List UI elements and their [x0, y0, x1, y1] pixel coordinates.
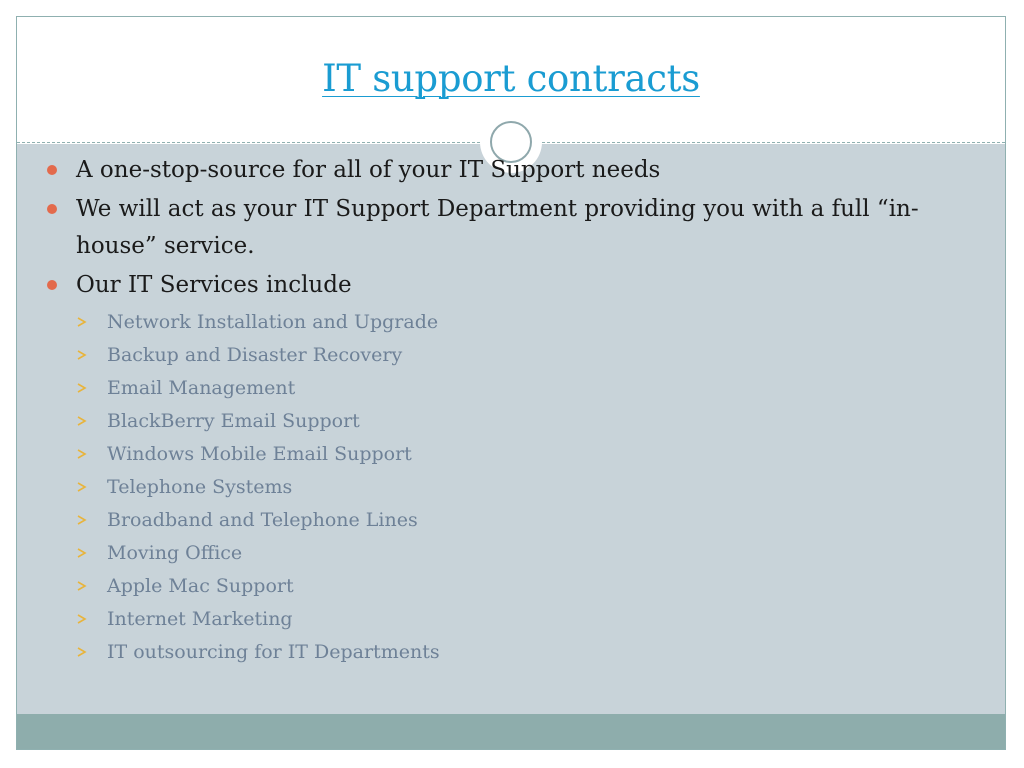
service-label: Email Management [107, 377, 296, 399]
service-item [76, 471, 944, 504]
service-label: Apple Mac Support [107, 575, 294, 597]
service-item [76, 504, 944, 537]
service-label: Broadband and Telephone Lines [107, 509, 418, 531]
service-item [76, 405, 944, 438]
service-label: Backup and Disaster Recovery [107, 344, 403, 366]
arrow-bullet-icon [76, 448, 88, 460]
service-label: IT outsourcing for IT Departments [107, 641, 440, 663]
service-item [76, 537, 944, 570]
arrow-bullet-icon [76, 613, 88, 625]
service-item [76, 438, 944, 471]
circle-bullet-icon [47, 280, 57, 290]
bullet-text: We will act as your IT Support Department providing you with a full “in-house” service. [76, 196, 919, 259]
service-item [76, 372, 944, 405]
service-label: BlackBerry Email Support [107, 410, 360, 432]
arrow-bullet-icon [76, 646, 88, 658]
arrow-bullet-icon [76, 316, 88, 328]
arrow-bullet-icon [76, 382, 88, 394]
arrow-bullet-icon [76, 415, 88, 427]
circle-bullet-icon [47, 204, 57, 214]
bullet-item [44, 152, 944, 189]
service-label: Windows Mobile Email Support [107, 443, 412, 465]
service-label: Internet Marketing [107, 608, 293, 630]
arrow-bullet-icon [76, 349, 88, 361]
bullet-text: A one-stop-source for all of your IT Support needs [76, 157, 661, 183]
service-item [76, 570, 944, 603]
bullet-item [44, 267, 944, 304]
services-list [44, 306, 944, 669]
service-label: Telephone Systems [107, 476, 293, 498]
service-item [76, 603, 944, 636]
arrow-bullet-icon [76, 547, 88, 559]
circle-bullet-icon [47, 165, 57, 175]
bullet-item [44, 191, 944, 265]
slide-content [44, 152, 944, 669]
service-label: Network Installation and Upgrade [107, 311, 439, 333]
arrow-bullet-icon [76, 514, 88, 526]
slide-title: IT support contracts [322, 57, 700, 100]
arrow-bullet-icon [76, 580, 88, 592]
arrow-bullet-icon [76, 481, 88, 493]
bullet-text: Our IT Services include [76, 272, 352, 298]
service-item [76, 339, 944, 372]
footer-bar [17, 714, 1005, 749]
service-item [76, 636, 944, 669]
service-item [76, 306, 944, 339]
service-label: Moving Office [107, 542, 243, 564]
